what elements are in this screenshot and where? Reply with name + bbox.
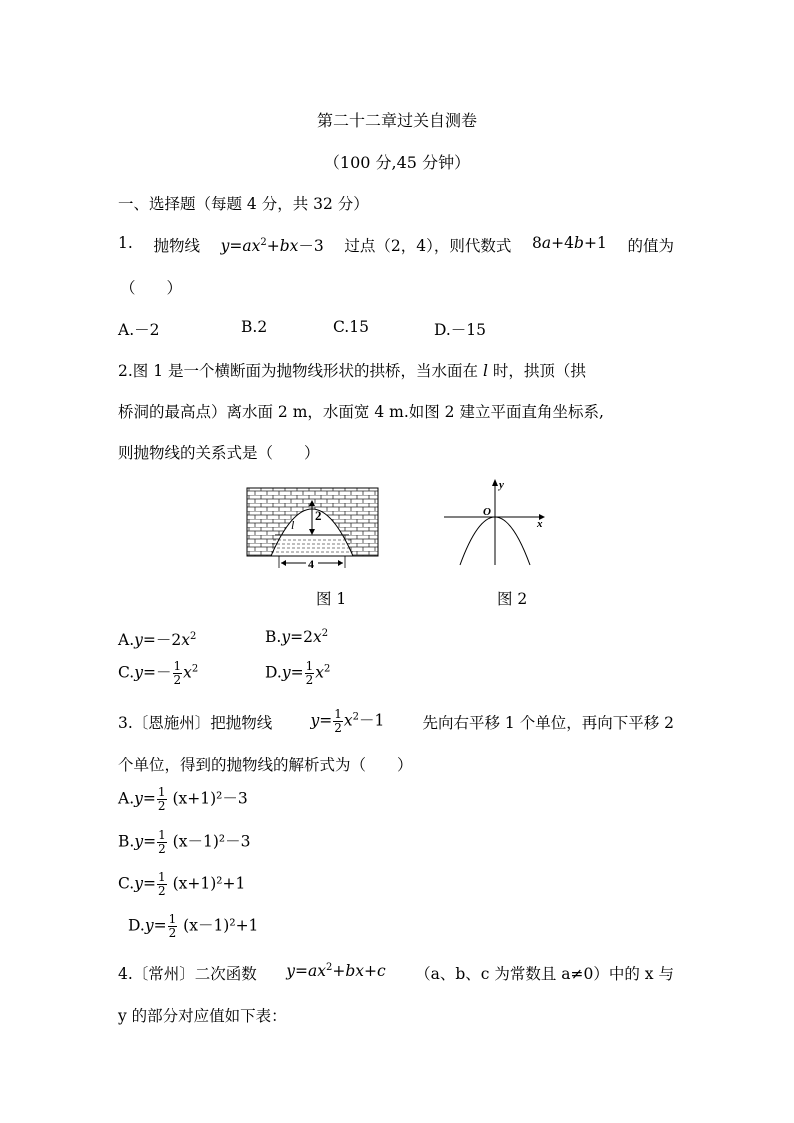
q1-option-b: B.2 <box>241 318 268 336</box>
q2-option-c: C.y=－ $\frac{1}{2}$ $x^2$ <box>118 659 199 687</box>
q3-option-d: D.y= $\frac{1}{2}$ (x－1)²+1 <box>128 912 259 940</box>
fraction-half: $\frac{1}{2}$ <box>305 659 314 687</box>
q1-equation: $y=ax^2+bx-3$ <box>220 237 324 255</box>
figure-1-caption: 图 1 <box>316 590 347 608</box>
question-1-line <box>118 234 674 256</box>
question-2-line-1 <box>118 359 586 381</box>
q1-option-c: C.15 <box>333 318 369 336</box>
q3-option-b-label: B. <box>118 832 135 851</box>
origin-label: O <box>483 506 491 518</box>
q1-blank: （ ） <box>120 279 183 297</box>
y-axis-arrow-icon <box>492 479 498 486</box>
q4-equation: $y=ax^2+bx+c$ <box>286 962 386 980</box>
q3-line1-b: 先向右平移 1 个单位，再向下平移 2 <box>422 713 674 732</box>
height-label: 2 <box>315 508 322 523</box>
q3-line1-a: 3.〔恩施州〕把抛物线 <box>118 713 273 732</box>
q3-option-c: C.y= $\frac{1}{2}$ (x+1)²+1 <box>118 870 246 898</box>
q1-text-b: 过点（2，4），则代数式 <box>344 237 512 255</box>
figure-2-caption: 图 2 <box>497 590 528 608</box>
page-title: 第二十二章过关自测卷 <box>316 111 477 130</box>
q2-option-b: $B.y=2x^2$ <box>265 628 329 646</box>
q1-option-d: D.－15 <box>434 321 487 339</box>
width-label: 4 <box>308 557 314 570</box>
exp: 2 <box>323 663 331 675</box>
question-2-line-3: 则抛物线的关系式是（ ） <box>118 444 320 462</box>
q1-option-a: A.－2 <box>118 321 160 339</box>
q3-option-c-tail: (x+1)²+1 <box>172 874 246 893</box>
section-heading: 一、选择题（每题 4 分，共 32 分） <box>118 195 369 213</box>
question-2-line-2: 桥洞的最高点）离水面 2 m，水面宽 4 m.如图 2 建立平面直角坐标系, <box>118 403 604 421</box>
q2-line1-text: 2.图 1 是一个横断面为抛物线形状的拱桥，当水面在 <box>118 362 479 380</box>
exp: 2 <box>191 663 199 675</box>
x-axis-label: x <box>537 518 543 530</box>
q2-option-a: $A.y=-2x^2$ <box>118 631 197 649</box>
figure-2-parabola-graph <box>442 477 546 567</box>
q3-option-a-tail: (x+1)²－3 <box>172 789 248 808</box>
fraction-half: $\frac{1}{2}$ <box>334 707 342 735</box>
q1-prefix: 1. <box>118 234 133 252</box>
fraction-half: $\frac{1}{2}$ <box>173 659 182 687</box>
fraction-half: $\frac{1}{2}$ <box>168 912 177 940</box>
fraction-half: $\frac{1}{2}$ <box>158 828 166 856</box>
q4-line1-b: （a、b、c 为常数且 a≠0）中的 x 与 <box>415 965 674 983</box>
q3-option-d-label: D. <box>128 916 145 935</box>
q2-option-b-label: B. <box>265 628 282 646</box>
fraction-half: $\frac{1}{2}$ <box>157 785 166 813</box>
arrow-right-icon <box>338 560 343 566</box>
q3-equation: y= $\frac{1}{2}$ $x^2-1$ <box>310 707 385 735</box>
y-axis-label: y <box>499 479 504 491</box>
q3-option-c-label: C. <box>118 874 135 893</box>
fraction-half: $\frac{1}{2}$ <box>158 870 166 898</box>
exp: 2 <box>321 628 329 639</box>
page-subtitle: （100 分,45 分钟） <box>323 153 471 172</box>
q1-text-a: 抛物线 <box>153 237 200 255</box>
exp: 2 <box>190 631 197 642</box>
q2-option-c-label: C. <box>118 663 135 682</box>
figure-1-arch-bridge <box>246 487 379 570</box>
q3-option-d-tail: (x－1)²+1 <box>183 916 259 935</box>
q2-line1-end: 时，拱顶（拱 <box>492 362 586 380</box>
question-3-line-1 <box>118 708 674 735</box>
question-3-line-2: 个单位，得到的抛物线的解析式为（ ） <box>118 756 413 774</box>
q3-option-a-label: A. <box>118 789 135 808</box>
q2-option-d-label: D. <box>265 663 282 682</box>
q1-text-c: 的值为 <box>627 237 674 255</box>
q3-option-a: A.y= $\frac{1}{2}$ (x+1)²－3 <box>118 785 248 813</box>
q3-option-b: B.y= $\frac{1}{2}$ (x－1)²－3 <box>118 828 251 856</box>
q2-option-d: D.y= $\frac{1}{2}$ $x^2$ <box>265 659 331 687</box>
question-4-line-2: y 的部分对应值如下表： <box>118 1007 287 1025</box>
arrow-left-icon <box>281 560 286 566</box>
q1-expression: 8a+4b+1 <box>532 234 607 252</box>
q3-option-b-tail: (x－1)²－3 <box>172 832 251 851</box>
question-4-line-1 <box>118 962 674 984</box>
water-level-label: l <box>291 518 295 532</box>
q2-option-a-label: A. <box>118 631 135 649</box>
q4-line1-a: 4.〔常州〕二次函数 <box>118 965 257 983</box>
q2-water-var: l <box>482 362 488 380</box>
